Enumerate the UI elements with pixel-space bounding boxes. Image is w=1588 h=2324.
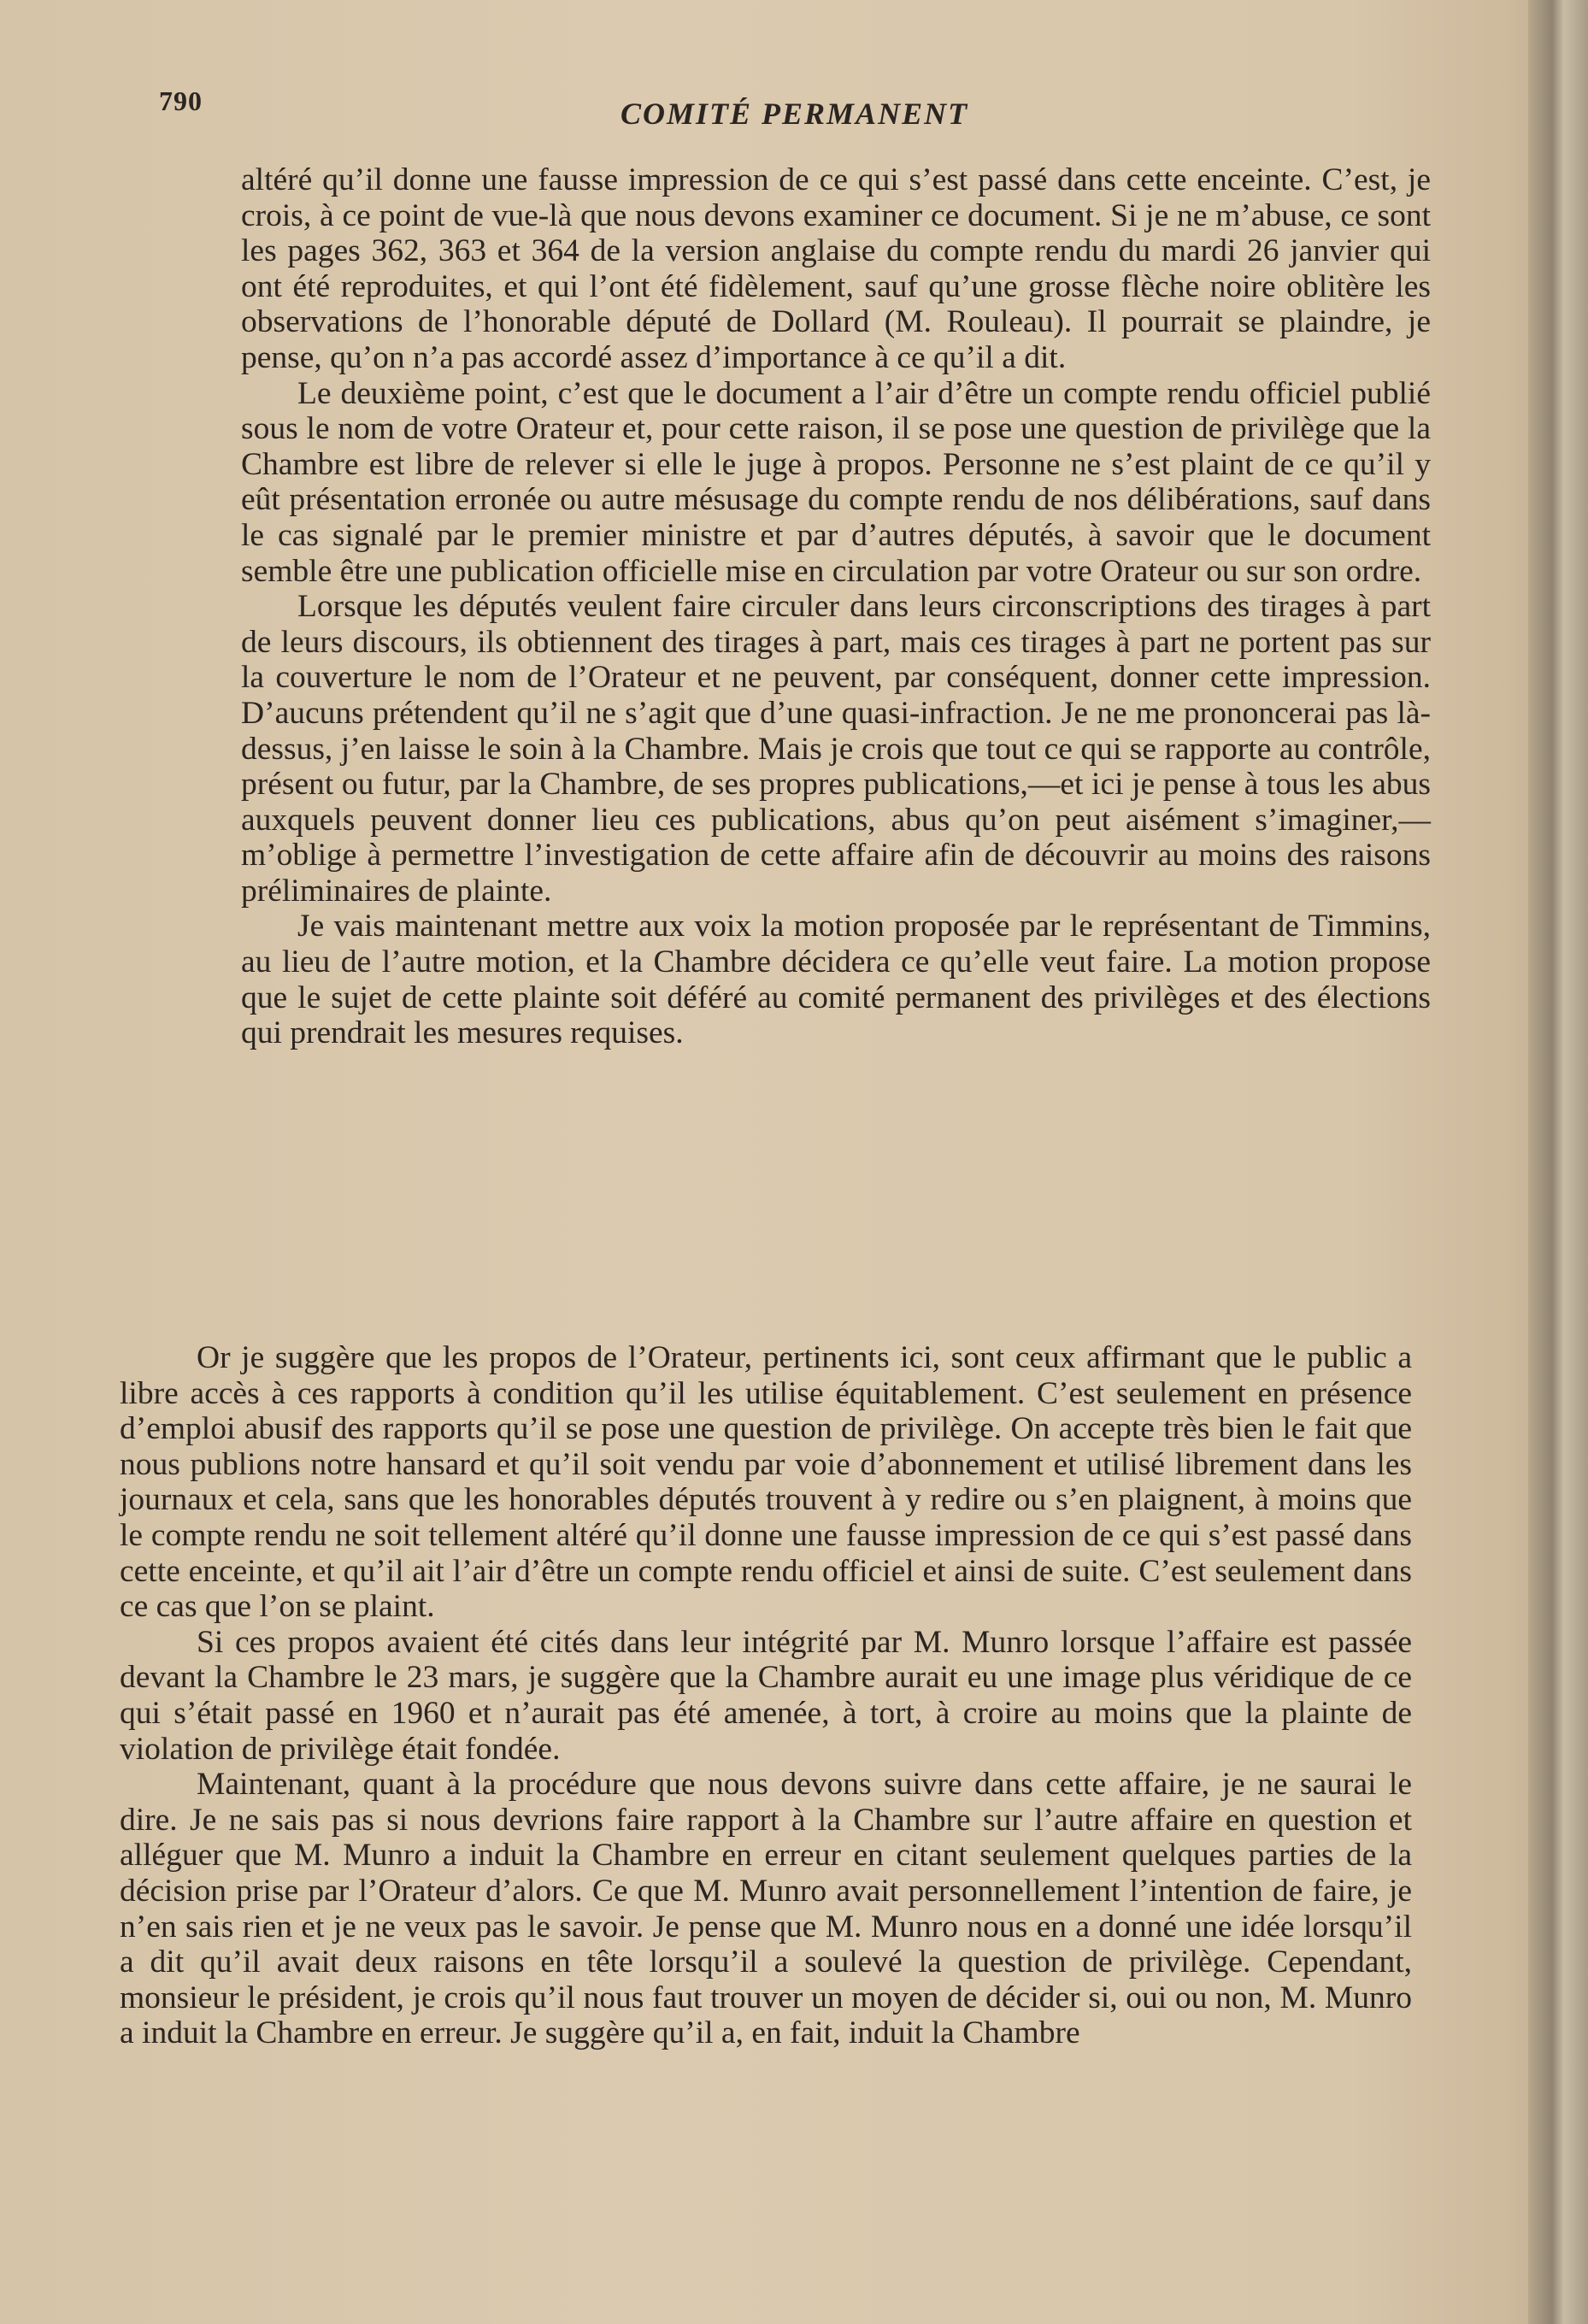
body-paragraph: Or je suggère que les propos de l’Orateur, pertinents ici, sont ceux affirmant que le public a libre accès à ces rapports à condition qu’il les utilise équitablement. C’est seulement en présence d’emploi abusif des rapports qu’il se pose une question de privilège. On accepte très bien le fait que nous publions notre hansard et qu’il soit vendu par voie d’abonnement et utilisé librement dans les journaux et cela, sans que les honorables députés trouvent à y redire ou s’en plaignent, à moins que le compte rendu ne soit tellement altéré qu’il donne une fausse impression de ce qui s’est passé dans cette enceinte, et qu’il ait l’air d’être un compte rendu officiel et ainsi de suite. C’est seulement dans ce cas que l’on se plaint. — [120, 1340, 1412, 1625]
quote-paragraph: Le deuxième point, c’est que le document a l’air d’être un compte rendu officiel publié sous le nom de votre Orateur et, pour cette raison, il se pose une question de privilège que la Chambre est libre de relever si elle le juge à propos. Personne ne s’est plaint de ce qu’il y eût présentation erronée ou autre mésusage du compte rendu de nos délibérations, sauf dans le cas signalé par le premier ministre et par d’autres députés, à savoir que le document semble être une publication officielle mise en circulation par votre Orateur ou sur son ordre. — [241, 375, 1431, 589]
body-paragraph: Si ces propos avaient été cités dans leur intégrité par M. Munro lorsque l’affaire est passée devant la Chambre le 23 mars, je suggère que la Chambre aurait eu une image plus véridique de ce qui s’était passé en 1960 et n’aurait pas été amenée, à tort, à croire au moins que la plainte de violation de privilège était fondée. — [120, 1624, 1412, 1767]
quote-paragraph: altéré qu’il donne une fausse impression de ce qui s’est passé dans cette enceinte. C’est, je crois, à ce point de vue-là que nous devons examiner ce document. Si je ne m’abuse, ce sont les pages 362, 363 et 364 de la version anglaise du compte rendu du mardi 26 janvier qui ont été reproduites, et qui l’ont été fidèlement, sauf qu’une grosse flèche noire oblitère les observations de l’honorable député de Dollard (M. Rouleau). Il pourrait se plaindre, je pense, qu’on n’a pas accordé assez d’importance à ce qu’il a dit. — [241, 162, 1431, 375]
book-binding-gutter — [1528, 0, 1588, 2324]
quote-paragraph: Je vais maintenant mettre aux voix la motion proposée par le représentant de Timmins, au lieu de l’autre motion, et la Chambre décidera ce qu’elle veut faire. La motion propose que le sujet de cette plainte soit déféré au comité permanent des privilèges et des élections qui prendrait les mesures requises. — [241, 909, 1431, 1051]
running-head: COMITÉ PERMANENT — [620, 97, 969, 131]
main-text — [120, 1340, 1412, 2051]
page-number: 790 — [159, 85, 203, 116]
quoted-ruling — [241, 162, 1431, 1051]
body-paragraph: Maintenant, quant à la procédure que nous devons suivre dans cette affaire, je ne saurai le dire. Je ne sais pas si nous devrions faire rapport à la Chambre sur l’autre affaire en question et alléguer que M. Munro a induit la Chambre en erreur en citant seulement quelques parties de la décision prise par l’Orateur d’alors. Ce que M. Munro avait personnellement l’intention de faire, je n’en sais rien et je ne veux pas le savoir. Je pense que M. Munro nous en a donné une idée lorsqu’il a dit qu’il avait deux raisons en tête lorsqu’il a soulevé la question de privilège. Cependant, monsieur le président, je crois qu’il nous faut trouver un moyen de décider si, oui ou non, M. Munro a induit la Chambre en erreur. Je suggère qu’il a, en fait, induit la Chambre — [120, 1767, 1412, 2051]
quote-paragraph: Lorsque les députés veulent faire circuler dans leurs circonscriptions des tirages à part de leurs discours, ils obtiennent des tirages à part, mais ces tirages à part ne portent pas sur la couverture le nom de l’Orateur et ne peuvent, par conséquent, donner cette impression. D’aucuns prétendent qu’il ne s’agit que d’une quasi-infraction. Je ne me prononcerai pas là-dessus, j’en laisse le soin à la Chambre. Mais je crois que tout ce qui se rapporte au contrôle, présent ou futur, par la Chambre, de ses propres publications,—et ici je pense à tous les abus auxquels peuvent donner lieu ces publications, abus qu’on peut aisément s’imaginer,—m’oblige à permettre l’investigation de cette affaire afin de découvrir au moins des raisons préliminaires de plainte. — [241, 589, 1431, 909]
